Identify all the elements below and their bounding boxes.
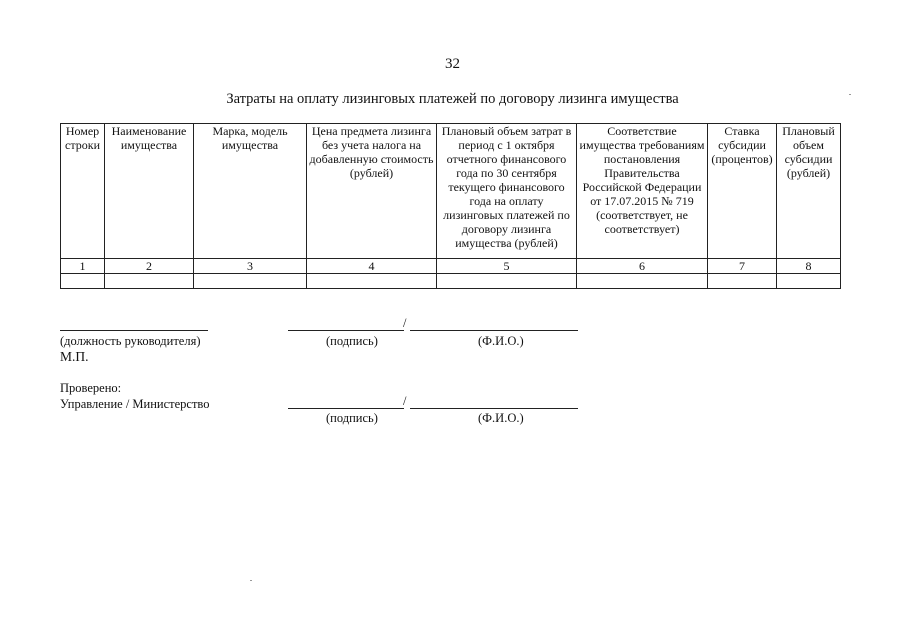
- table-cell[interactable]: [307, 274, 437, 289]
- table-cell[interactable]: [61, 274, 105, 289]
- header-cell: Наименование имущества: [105, 124, 194, 259]
- table-cell[interactable]: [194, 274, 307, 289]
- table-row: [61, 274, 841, 289]
- signature-line[interactable]: [288, 330, 404, 331]
- page-number: 32: [445, 56, 460, 72]
- table-header-row: [61, 124, 841, 259]
- verified-separator-slash: /: [403, 394, 407, 408]
- document-title: Затраты на оплату лизинговых платежей по договору лизинга имущества: [226, 91, 679, 107]
- table-cell[interactable]: [105, 274, 194, 289]
- column-number: 7: [708, 259, 777, 274]
- verified-signature-line[interactable]: [288, 408, 404, 409]
- seal-placeholder: М.П.: [60, 349, 89, 364]
- column-number: 3: [194, 259, 307, 274]
- position-line[interactable]: [60, 330, 208, 331]
- column-number: 2: [105, 259, 194, 274]
- verified-name-caption: (Ф.И.О.): [478, 411, 524, 425]
- table-cell[interactable]: [437, 274, 577, 289]
- column-number: 8: [777, 259, 841, 274]
- signature-caption: (подпись): [326, 334, 378, 348]
- column-number: 6: [577, 259, 708, 274]
- column-number: 4: [307, 259, 437, 274]
- scan-speck: [849, 94, 851, 95]
- header-cell: Плановый объем субсидии (рублей): [777, 124, 841, 259]
- leasing-costs-table: [60, 123, 841, 289]
- verified-label: Проверено:: [60, 381, 122, 395]
- header-cell: Соответствие имущества требованиям постановления Правительства Российской Федерации от 17.07.2015 № 719 (соответствует, не соответствует): [577, 124, 708, 259]
- name-caption: (Ф.И.О.): [478, 334, 524, 348]
- table-cell[interactable]: [777, 274, 841, 289]
- verified-signature-caption: (подпись): [326, 411, 378, 425]
- header-cell: Цена предмета лизинга без учета налога на добавленную стоимость (рублей): [307, 124, 437, 259]
- table-cell[interactable]: [577, 274, 708, 289]
- header-cell: Плановый объем затрат в период с 1 октября отчетного финансового года по 30 сентября текущего финансового года на оплату лизинговых платежей по договору лизинга имущества (рублей): [437, 124, 577, 259]
- column-number: 1: [61, 259, 105, 274]
- verified-name-line[interactable]: [410, 408, 578, 409]
- name-line[interactable]: [410, 330, 578, 331]
- separator-slash: /: [403, 316, 407, 330]
- header-cell: Номер строки: [61, 124, 105, 259]
- column-number-row: [61, 259, 841, 274]
- position-caption: (должность руководителя): [60, 334, 201, 348]
- header-cell: Ставка субсидии (процентов): [708, 124, 777, 259]
- column-number: 5: [437, 259, 577, 274]
- organization-label: Управление / Министерство: [60, 397, 210, 411]
- table-cell[interactable]: [708, 274, 777, 289]
- scan-speck: [250, 580, 252, 581]
- header-cell: Марка, модель имущества: [194, 124, 307, 259]
